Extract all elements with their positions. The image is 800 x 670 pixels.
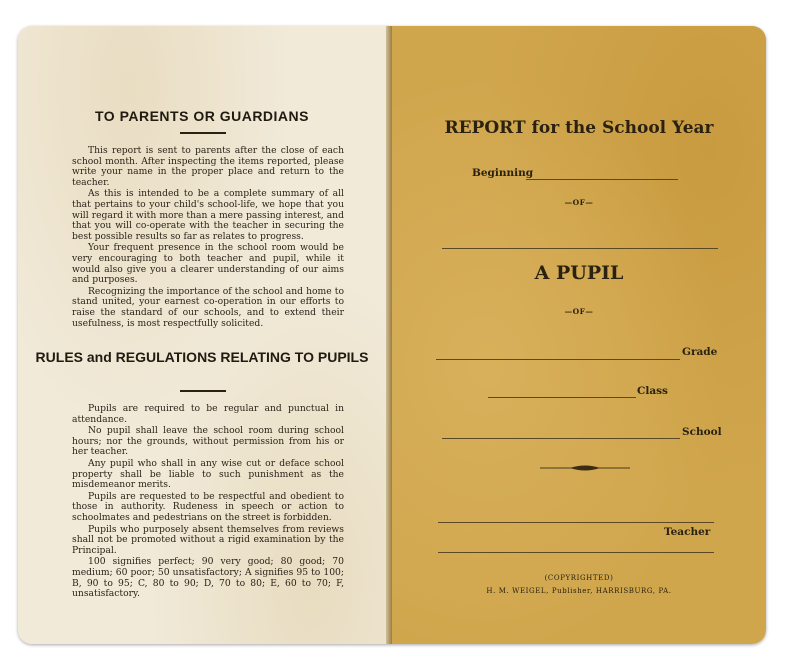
parents-paragraph: This report is sent to parents after the close of each school month. After inspecting the items reported, please write your name in the proper place and return to the teacher.	[72, 145, 344, 188]
rules-paragraph: No pupil shall leave the school room during school hours; nor the grounds, without permission from his or her teacher.	[72, 425, 344, 458]
publisher-line: H. M. WEIGEL, Publisher, HARRISBURG, PA.	[486, 587, 672, 595]
class-line[interactable]	[488, 397, 636, 398]
rules-paragraph: Pupils are required to be regular and punctual in attendance.	[72, 403, 344, 425]
parents-paragraph: Your frequent presence in the school room would be very encouraging to both teacher and pupil, while it would also give you a clearer understanding of our aims and purposes.	[72, 242, 344, 286]
heading-rules: RULES and REGULATIONS RELATING TO PUPILS	[35, 349, 369, 365]
school-line[interactable]	[442, 438, 680, 439]
school-year-line[interactable]	[442, 248, 718, 249]
heading-underline	[180, 132, 226, 134]
rules-paragraph: Any pupil who shall in any wise cut or deface school property shall be liable to such punishment as the misdemeanor merits.	[72, 457, 344, 491]
beginning-line[interactable]	[526, 179, 678, 180]
rules-paragraph: Pupils are requested to be respectful and obedient to those in authority. Rudeness in speech or action to schoolmates and pedestrians on the street is forbidden.	[72, 490, 344, 523]
pupil-heading: A PUPIL	[534, 262, 624, 284]
heading-underline	[180, 390, 226, 392]
rules-paragraph: Pupils who purposely absent themselves from reviews shall not be promoted without a rigid examination by the Principal.	[72, 523, 344, 556]
grade-line[interactable]	[436, 359, 680, 360]
bottom-rule	[438, 552, 714, 553]
rules-text	[72, 404, 344, 600]
teacher-signature-line[interactable]	[438, 522, 714, 523]
school-label: School	[682, 426, 722, 438]
of-separator: —OF—	[564, 198, 594, 207]
rules-paragraph: 100 signifies perfect; 90 very good; 80 good; 70 medium; 60 poor; 50 unsatisfactory; A signifies 95 to 100; B, 90 to 95; C, 80 to 90; D, 70 to 80; E, 60 to 70; F, unsatisfactory.	[72, 556, 344, 600]
copyright-notice: (COPYRIGHTED)	[544, 574, 614, 582]
of-separator: —OF—	[564, 307, 594, 316]
grade-label: Grade	[682, 346, 718, 358]
beginning-label: Beginning	[472, 167, 534, 179]
left-page	[18, 26, 386, 644]
right-page	[392, 26, 766, 644]
report-card	[18, 26, 766, 644]
parents-paragraph: As this is intended to be a complete summary of all that pertains to your child's school-life, we hope that you will regard it with more than a mere passing interest, and that you will co-operate with the teacher in securing the best possible results so far as relates to progress.	[72, 188, 344, 242]
heading-parents: TO PARENTS OR GUARDIANS	[95, 108, 309, 124]
parents-text	[72, 146, 344, 329]
teacher-label: Teacher	[664, 526, 711, 538]
decorative-ornament-icon	[540, 463, 630, 473]
report-title: REPORT for the School Year	[444, 118, 714, 138]
parents-paragraph: Recognizing the importance of the school and home to stand united, your earnest co-operation in our efforts to raise the standard of our schools, and to extend their usefulness, is most respectfully solicited.	[72, 285, 344, 329]
class-label: Class	[637, 385, 668, 397]
